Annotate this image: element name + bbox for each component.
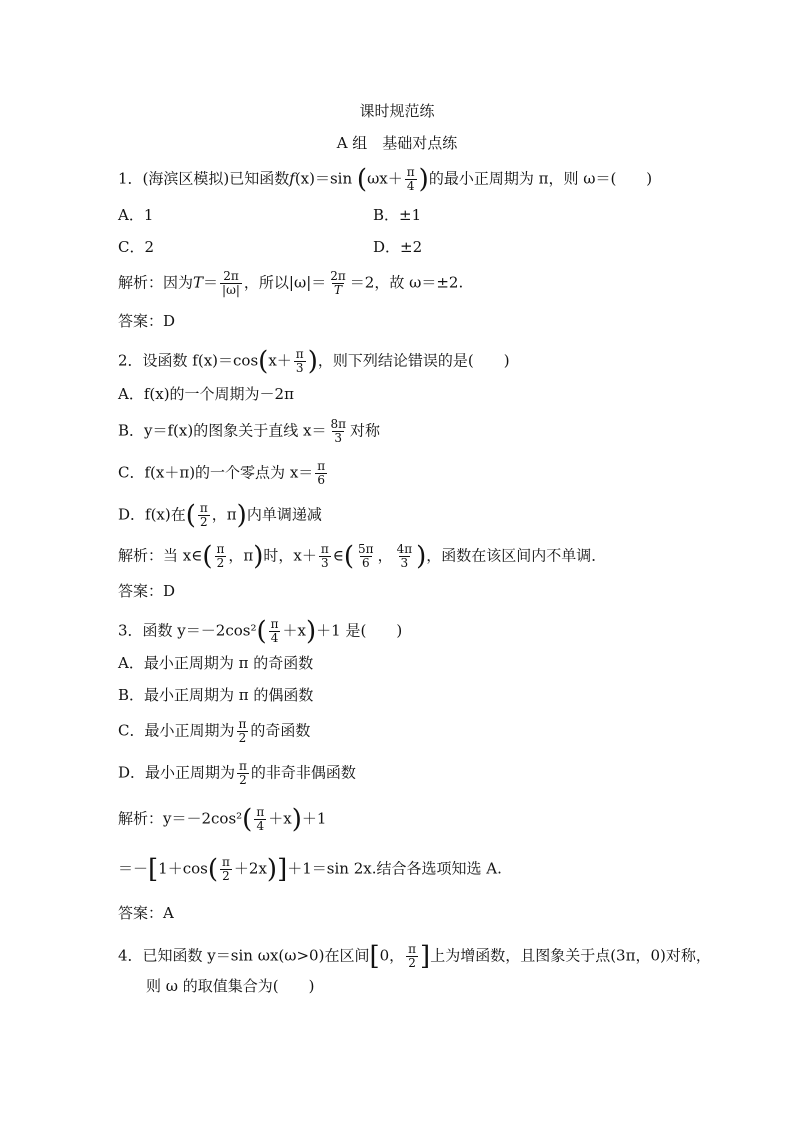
- question-4-line-2: 则 ω 的取值集合为( ): [146, 977, 315, 995]
- q3-solution-line-1: 解析：y＝－2cos²( $\frac{\pi}{4}$ ＋x)＋1: [118, 804, 327, 835]
- q1-option-c: C．2: [118, 238, 155, 256]
- q3-answer: 答案：A: [118, 904, 174, 922]
- fraction: $\frac{\pi}{2}$: [408, 942, 417, 970]
- fraction: $\frac{\pi}{4}$: [406, 165, 415, 193]
- q3-option-d: D．最小正周期为 $\frac{\pi}{2}$ 的非奇非偶函数: [118, 759, 356, 787]
- q1-option-b: B．±1: [373, 206, 422, 224]
- question-4: 4．已知函数 y＝sin ωx(ω>0)在区间[0， $\frac{\pi}{2}$ ]上为增函数，且图象关于点(3π，0)对称，: [118, 941, 711, 972]
- q2-option-c: C．f(x＋π)的一个零点为 x＝ $\frac{\pi}{6}$: [118, 459, 326, 487]
- fraction: $\frac{8\pi}{3}$: [330, 417, 346, 445]
- q2-answer: 答案：D: [118, 582, 176, 600]
- fraction: $\frac{2\pi}{|\omega|}$: [222, 269, 240, 297]
- fraction: $\frac{\pi}{2}$: [199, 501, 208, 529]
- q1-options-cd: [118, 236, 423, 258]
- question-3: 3．函数 y＝－2cos²( $\frac{\pi}{4}$ ＋x)＋1 是( ): [118, 616, 403, 647]
- page-title: 课时规范练: [359, 102, 435, 120]
- q3-option-c: C．最小正周期为 $\frac{\pi}{2}$ 的奇函数: [118, 717, 311, 745]
- q1-option-d: D．±2: [373, 238, 423, 256]
- q3-option-a: A．最小正周期为 π 的奇函数: [118, 654, 314, 672]
- fraction: $\frac{2\pi}{T}$: [330, 269, 346, 297]
- q3-solution-line-2: ＝－[1＋cos( $\frac{\pi}{2}$ ＋2x)]＋1＝sin 2x.结合各选项知选 A.: [118, 854, 502, 885]
- q2-option-d: D．f(x)在( $\frac{\pi}{2}$ ，π)内单调递减: [118, 500, 322, 531]
- fraction: $\frac{\pi}{2}$: [239, 759, 247, 787]
- q2-option-b: B．y＝f(x)的图象关于直线 x＝ $\frac{8\pi}{3}$ 对称: [118, 417, 380, 445]
- fraction: $\frac{\pi}{4}$: [256, 805, 265, 833]
- q1-option-a: A．1: [118, 206, 154, 224]
- q1-options-ab: [118, 204, 422, 226]
- q3-option-b: B．最小正周期为 π 的偶函数: [118, 686, 314, 704]
- question-1: 1．(海滨区模拟)已知函数f(x)＝sin (ωx＋ $\frac{\pi}{4}$ )的最小正周期为 π，则 ω＝( ): [118, 164, 653, 195]
- fraction: $\frac{\pi}{2}$: [238, 717, 247, 745]
- q1-solution: 解析：因为T＝ $\frac{2\pi}{|\omega|}$ ，所以|ω|＝ $\frac{2\pi}{T}$ ＝2，故 ω＝±2.: [118, 269, 464, 297]
- fraction: $\frac{\pi}{3}$: [295, 347, 304, 375]
- section-subtitle: A 组 基础对点练: [336, 134, 458, 152]
- fraction: $\frac{4\pi}{3}$: [396, 542, 413, 570]
- q1-answer: 答案：D: [118, 312, 176, 330]
- fraction: $\frac{5\pi}{6}$: [358, 542, 374, 570]
- fraction: $\frac{\pi}{6}$: [317, 459, 326, 487]
- q2-solution: 解析：当 x∈( $\frac{\pi}{2}$ ，π)时，x＋ $\frac{\pi}{3}$ ∈( $\frac{5\pi}{6}$ ， $\frac{4\pi}{3}$ )，函数在该区间内不单调．: [118, 541, 607, 572]
- question-2: 2．设函数 f(x)＝cos(x＋ $\frac{\pi}{3}$ )，则下列结论错误的是( ): [118, 346, 510, 377]
- q2-option-a: A．f(x)的一个周期为－2π: [118, 385, 294, 403]
- fraction: $\frac{\pi}{4}$: [270, 617, 279, 645]
- fraction: $\frac{\pi}{3}$: [320, 542, 329, 570]
- fraction: $\frac{\pi}{2}$: [216, 542, 225, 570]
- fraction: $\frac{\pi}{2}$: [222, 855, 230, 883]
